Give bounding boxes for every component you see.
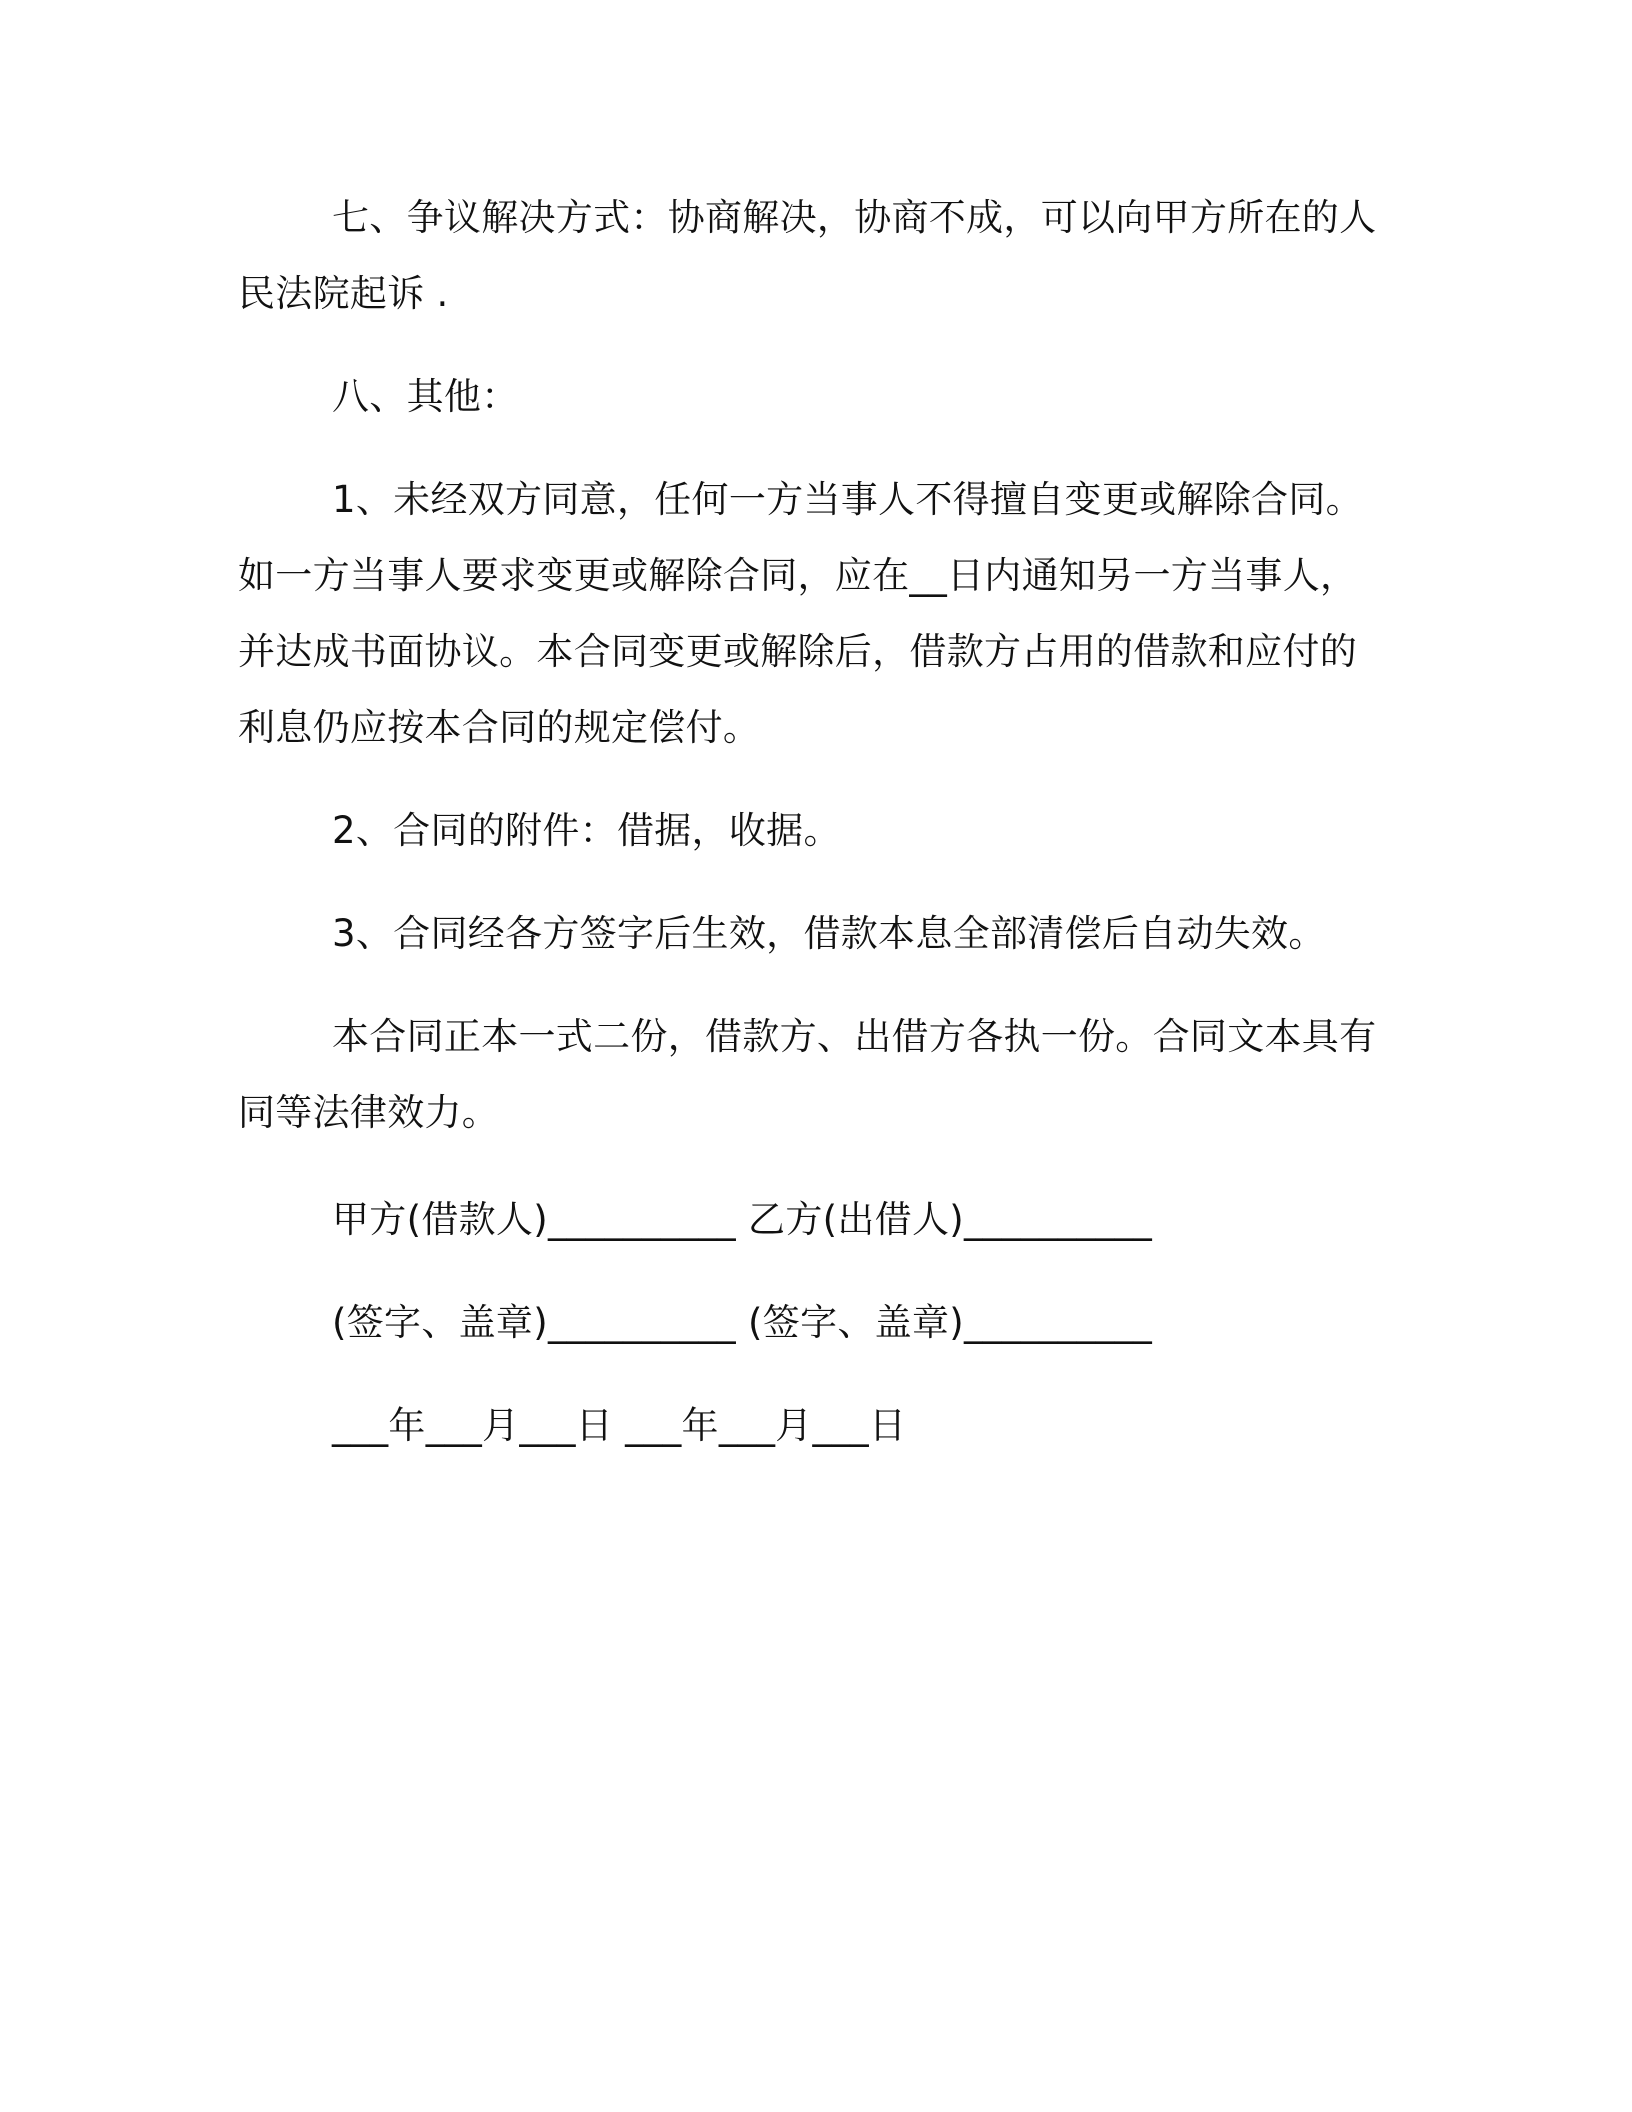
signature-seal-line: (签字、盖章)__________ (签字、盖章)__________ (332, 1301, 1153, 1344)
section-7-line-1: 七、争议解决方式：协商解决，协商不成，可以向甲方所在的人 (332, 196, 1377, 239)
signature-date-line: ___年___月___日 ___年___月___日 (332, 1404, 907, 1447)
section-8-item-2: 2、合同的附件：借据，收据。 (332, 809, 841, 852)
section-8-item-1-line-3: 并达成书面协议。本合同变更或解除后，借款方占用的借款和应付的 (238, 630, 1357, 673)
section-8-item-1-line-4: 利息仍应按本合同的规定偿付。 (238, 706, 761, 749)
section-8-heading: 八、其他： (332, 375, 519, 418)
closing-line-2: 同等法律效力。 (238, 1091, 500, 1134)
signature-party-line: 甲方(借款人)__________ 乙方(出借人)__________ (332, 1198, 1153, 1241)
section-8-item-1-line-2: 如一方当事人要求变更或解除合同，应在__日内通知另一方当事人， (238, 554, 1358, 597)
section-7-line-2: 民法院起诉 . (238, 272, 449, 315)
section-8-item-1-line-1: 1、未经双方同意，任何一方当事人不得擅自变更或解除合同。 (332, 478, 1363, 521)
closing-line-1: 本合同正本一式二份，借款方、出借方各执一份。合同文本具有 (332, 1015, 1377, 1058)
section-8-item-3: 3、合同经各方签字后生效，借款本息全部清偿后自动失效。 (332, 912, 1326, 955)
